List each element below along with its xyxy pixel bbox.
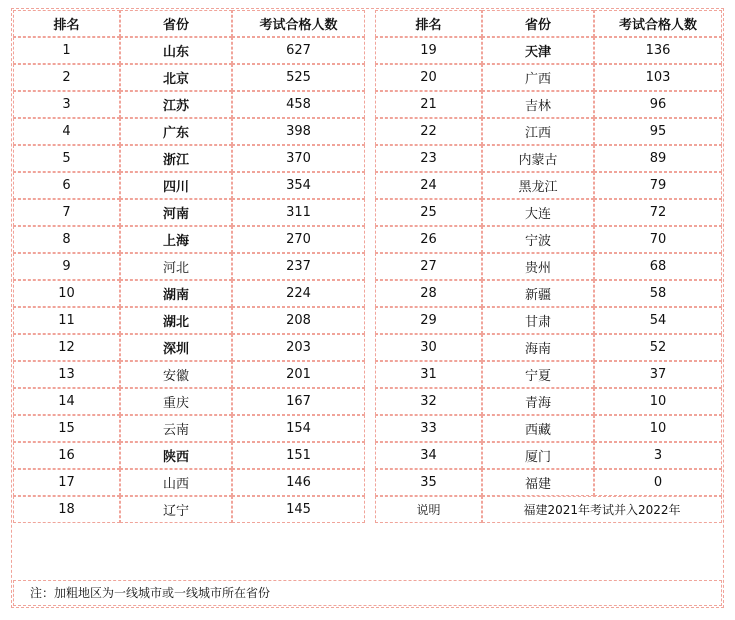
count-cell: 70 [594, 226, 722, 253]
rank-cell: 9 [13, 253, 120, 280]
table-row [375, 469, 722, 496]
rank-cell: 26 [375, 226, 482, 253]
header-rank: 排名 [13, 10, 120, 37]
rank-cell: 27 [375, 253, 482, 280]
count-cell: 151 [232, 442, 365, 469]
province-cell: 四川 [120, 172, 232, 199]
province-cell: 江苏 [120, 91, 232, 118]
count-cell: 52 [594, 334, 722, 361]
province-cell: 山东 [120, 37, 232, 64]
count-cell: 96 [594, 91, 722, 118]
table-row [375, 91, 722, 118]
rank-cell: 25 [375, 199, 482, 226]
count-cell: 37 [594, 361, 722, 388]
table-row [375, 172, 722, 199]
rank-cell: 34 [375, 442, 482, 469]
count-cell: 167 [232, 388, 365, 415]
count-cell: 0 [594, 469, 722, 496]
rank-cell: 29 [375, 307, 482, 334]
table-row [13, 496, 365, 523]
rank-cell: 20 [375, 64, 482, 91]
rank-cell: 12 [13, 334, 120, 361]
table-row [375, 64, 722, 91]
province-cell: 陕西 [120, 442, 232, 469]
table-row [13, 199, 365, 226]
count-cell: 203 [232, 334, 365, 361]
rank-cell: 33 [375, 415, 482, 442]
rank-cell: 30 [375, 334, 482, 361]
province-cell: 西藏 [482, 415, 594, 442]
province-cell: 上海 [120, 226, 232, 253]
ranking-table-right [375, 10, 722, 523]
rank-cell: 23 [375, 145, 482, 172]
table-row [13, 280, 365, 307]
count-cell: 270 [232, 226, 365, 253]
table-row [375, 37, 722, 64]
table-row [13, 253, 365, 280]
rank-cell: 35 [375, 469, 482, 496]
rank-cell: 7 [13, 199, 120, 226]
table-row [13, 469, 365, 496]
header-count: 考试合格人数 [594, 10, 722, 37]
count-cell: 95 [594, 118, 722, 145]
table-row [375, 442, 722, 469]
province-cell: 青海 [482, 388, 594, 415]
rank-cell: 14 [13, 388, 120, 415]
table-header-row [13, 10, 365, 37]
rank-cell: 6 [13, 172, 120, 199]
count-cell: 525 [232, 64, 365, 91]
province-cell: 安徽 [120, 361, 232, 388]
count-cell: 154 [232, 415, 365, 442]
count-cell: 398 [232, 118, 365, 145]
table-row [13, 37, 365, 64]
table-row [375, 280, 722, 307]
province-cell: 内蒙古 [482, 145, 594, 172]
province-cell: 福建 [482, 469, 594, 496]
table-header-row [375, 10, 722, 37]
explanation-text: 福建2021年考试并入2022年 [482, 496, 722, 523]
rank-cell: 8 [13, 226, 120, 253]
province-cell: 大连 [482, 199, 594, 226]
table-row [13, 226, 365, 253]
count-cell: 103 [594, 64, 722, 91]
rank-cell: 13 [13, 361, 120, 388]
province-cell: 甘肃 [482, 307, 594, 334]
province-cell: 黑龙江 [482, 172, 594, 199]
table-row [13, 388, 365, 415]
count-cell: 627 [232, 37, 365, 64]
table-row [375, 388, 722, 415]
ranking-table-left [13, 10, 365, 523]
table-row [375, 118, 722, 145]
count-cell: 458 [232, 91, 365, 118]
province-cell: 江西 [482, 118, 594, 145]
province-cell: 北京 [120, 64, 232, 91]
count-cell: 311 [232, 199, 365, 226]
rank-cell: 2 [13, 64, 120, 91]
rank-cell: 21 [375, 91, 482, 118]
rank-cell: 15 [13, 415, 120, 442]
table-row [375, 307, 722, 334]
table-row [375, 415, 722, 442]
table-row [375, 361, 722, 388]
province-cell: 新疆 [482, 280, 594, 307]
province-cell: 吉林 [482, 91, 594, 118]
province-cell: 海南 [482, 334, 594, 361]
province-cell: 河南 [120, 199, 232, 226]
count-cell: 354 [232, 172, 365, 199]
table-row [375, 253, 722, 280]
table-row [375, 199, 722, 226]
header-province: 省份 [482, 10, 594, 37]
table-row [13, 415, 365, 442]
rank-cell: 31 [375, 361, 482, 388]
table-row [13, 91, 365, 118]
province-cell: 宁夏 [482, 361, 594, 388]
rank-cell: 28 [375, 280, 482, 307]
province-cell: 深圳 [120, 334, 232, 361]
rank-cell: 3 [13, 91, 120, 118]
count-cell: 10 [594, 388, 722, 415]
explanation-label: 说明 [375, 496, 482, 523]
province-cell: 河北 [120, 253, 232, 280]
count-cell: 237 [232, 253, 365, 280]
count-cell: 136 [594, 37, 722, 64]
table-row [13, 145, 365, 172]
count-cell: 208 [232, 307, 365, 334]
rank-cell: 16 [13, 442, 120, 469]
rank-cell: 19 [375, 37, 482, 64]
province-cell: 辽宁 [120, 496, 232, 523]
table-row [13, 361, 365, 388]
rank-cell: 11 [13, 307, 120, 334]
table-row [13, 64, 365, 91]
explanation-row [375, 496, 722, 523]
header-province: 省份 [120, 10, 232, 37]
header-rank: 排名 [375, 10, 482, 37]
province-cell: 天津 [482, 37, 594, 64]
table-row [13, 334, 365, 361]
count-cell: 146 [232, 469, 365, 496]
count-cell: 68 [594, 253, 722, 280]
rank-cell: 1 [13, 37, 120, 64]
rank-cell: 24 [375, 172, 482, 199]
table-row [375, 334, 722, 361]
rank-cell: 22 [375, 118, 482, 145]
count-cell: 54 [594, 307, 722, 334]
rank-cell: 18 [13, 496, 120, 523]
rank-cell: 5 [13, 145, 120, 172]
count-cell: 10 [594, 415, 722, 442]
count-cell: 201 [232, 361, 365, 388]
rank-cell: 4 [13, 118, 120, 145]
count-cell: 79 [594, 172, 722, 199]
header-count: 考试合格人数 [232, 10, 365, 37]
table-row [13, 442, 365, 469]
rank-cell: 32 [375, 388, 482, 415]
province-cell: 宁波 [482, 226, 594, 253]
province-cell: 广西 [482, 64, 594, 91]
province-cell: 浙江 [120, 145, 232, 172]
province-cell: 山西 [120, 469, 232, 496]
count-cell: 72 [594, 199, 722, 226]
count-cell: 370 [232, 145, 365, 172]
province-cell: 湖南 [120, 280, 232, 307]
table-row [13, 118, 365, 145]
table-row [375, 226, 722, 253]
table-row [375, 145, 722, 172]
province-cell: 湖北 [120, 307, 232, 334]
province-cell: 云南 [120, 415, 232, 442]
count-cell: 145 [232, 496, 365, 523]
province-cell: 厦门 [482, 442, 594, 469]
rank-cell: 17 [13, 469, 120, 496]
count-cell: 3 [594, 442, 722, 469]
count-cell: 224 [232, 280, 365, 307]
footnote: 注：加粗地区为一线城市或一线城市所在省份 [13, 580, 722, 606]
province-cell: 广东 [120, 118, 232, 145]
count-cell: 89 [594, 145, 722, 172]
count-cell: 58 [594, 280, 722, 307]
table-row [13, 307, 365, 334]
province-cell: 贵州 [482, 253, 594, 280]
table-row [13, 172, 365, 199]
rank-cell: 10 [13, 280, 120, 307]
province-cell: 重庆 [120, 388, 232, 415]
